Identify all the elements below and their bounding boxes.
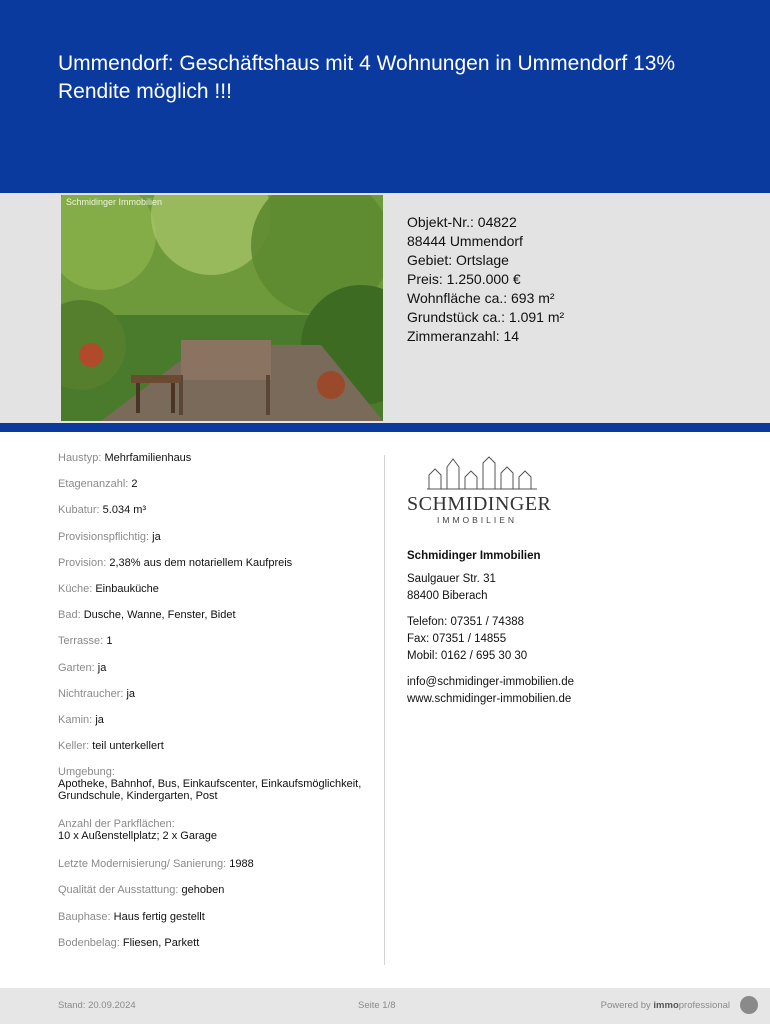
detail-label: Garten: (58, 661, 95, 674)
detail-row (58, 740, 378, 766)
detail-row (58, 818, 378, 858)
column-divider (384, 455, 385, 965)
footer-page-number: Seite 1/8 (358, 1000, 396, 1011)
footer-powered-by (601, 1000, 730, 1011)
powered-prefix: Powered by (600, 1000, 654, 1011)
detail-value: 10 x Außenstellplatz; 2 x Garage (58, 830, 217, 843)
detail-label: Provisionspflichtig: (58, 530, 150, 543)
agency-name: Schmidinger Immobilien (407, 550, 541, 562)
agency-city: 88400 Biberach (407, 590, 488, 602)
detail-value: Apotheke, Bahnhof, Bus, Einkaufscenter, Einkaufsmöglichkeit, Grundschule, Kindergarten, Post (58, 778, 362, 803)
detail-value: Einbauküche (95, 582, 159, 595)
summary-panel (0, 193, 770, 423)
detail-row (58, 688, 378, 714)
detail-value: ja (126, 687, 136, 700)
detail-label: Nichtraucher: (58, 687, 124, 700)
agency-street: Saulgauer Str. 31 (407, 573, 496, 585)
detail-row (58, 504, 378, 530)
detail-row (58, 911, 378, 937)
detail-label: Bauphase: (58, 910, 111, 923)
garden-terrace-image (61, 195, 383, 421)
detail-row (58, 452, 378, 478)
detail-value: gehoben (181, 884, 225, 897)
agency-phones (407, 614, 707, 665)
detail-label: Kubatur: (58, 504, 100, 517)
immoprofessional-logo-icon (740, 996, 758, 1014)
detail-label: Qualität der Ausstattung: (58, 884, 179, 897)
header-banner (0, 0, 770, 193)
powered-suffix: professional (678, 1000, 730, 1011)
detail-label: Terrasse: (58, 635, 104, 648)
detail-row (58, 766, 378, 818)
property-details (58, 452, 378, 963)
logo-subline: IMMOBILIEN (437, 515, 518, 525)
agency-online (407, 674, 707, 708)
detail-label: Etagenanzahl: (58, 478, 129, 491)
detail-label: Keller: (58, 740, 90, 753)
detail-label: Kamin: (58, 713, 93, 726)
detail-value: 2 (131, 478, 138, 491)
fact-price: Preis: 1.250.000 € (407, 271, 521, 287)
detail-row (58, 858, 378, 884)
footer-date: Stand: 20.09.2024 (58, 1000, 136, 1011)
fact-living-area: Wohnfläche ca.: 693 m² (407, 290, 555, 306)
detail-row (58, 609, 378, 635)
detail-value: 5.034 m³ (102, 504, 147, 517)
detail-row (58, 884, 378, 910)
fact-plot-area: Grundstück ca.: 1.091 m² (407, 309, 565, 325)
key-facts (407, 213, 564, 346)
fact-area-type: Gebiet: Ortslage (407, 252, 509, 268)
detail-row (58, 478, 378, 504)
detail-value: Mehrfamilienhaus (104, 452, 192, 464)
detail-row (58, 583, 378, 609)
detail-row (58, 937, 378, 963)
agency-address (407, 571, 707, 605)
detail-value: teil unterkellert (92, 740, 164, 753)
skyline-logo-icon (427, 455, 537, 491)
detail-value: Dusche, Wanne, Fenster, Bidet (83, 609, 236, 622)
detail-value: ja (152, 530, 161, 543)
detail-value: ja (95, 713, 104, 726)
detail-label: Haustyp: (58, 452, 102, 464)
fact-location: 88444 Ummendorf (407, 233, 523, 249)
fact-rooms: Zimmeranzahl: 14 (407, 328, 520, 344)
agency-website-link[interactable]: www.schmidinger-immobilien.de (407, 693, 572, 705)
detail-label: Küche: (58, 582, 93, 595)
detail-row (58, 531, 378, 557)
detail-label: Bad: (58, 609, 81, 622)
detail-row (58, 714, 378, 740)
detail-label: Provision: (58, 556, 107, 569)
detail-value: 1988 (229, 858, 254, 871)
detail-label: Anzahl der Parkflächen: (58, 818, 175, 831)
page-title: Ummendorf: Geschäftshaus mit 4 Wohnungen in Ummendorf 13% Rendite möglich !!! (58, 52, 676, 103)
detail-value: Fliesen, Parkett (122, 936, 200, 949)
divider-bar (0, 423, 770, 432)
detail-label: Bodenbelag: (58, 936, 120, 949)
detail-value: 1 (106, 635, 113, 648)
agency-contact (407, 455, 707, 708)
detail-label: Letzte Modernisierung/ Sanierung: (58, 858, 227, 871)
detail-row (58, 662, 378, 688)
page-footer (0, 988, 770, 1024)
property-photo (61, 195, 383, 421)
detail-value: ja (97, 661, 107, 674)
agency-phone: Telefon: 07351 / 74388 (407, 616, 525, 628)
logo-wordmark: SCHMIDINGER (407, 493, 552, 515)
photo-credit: Schmidinger Immobilien (66, 197, 163, 207)
agency-mobile: Mobil: 0162 / 695 30 30 (407, 650, 528, 662)
detail-row (58, 557, 378, 583)
detail-value: 2,38% aus dem notariellem Kaufpreis (109, 556, 293, 569)
agency-email-link[interactable]: info@schmidinger-immobilien.de (407, 676, 574, 688)
fact-object-number: Objekt-Nr.: 04822 (407, 214, 517, 230)
detail-row (58, 635, 378, 661)
detail-value: Haus fertig gestellt (113, 910, 205, 923)
detail-label: Umgebung: (58, 766, 115, 779)
agency-fax: Fax: 07351 / 14855 (407, 633, 507, 645)
powered-brand: immo (653, 1000, 679, 1011)
agency-logo (407, 455, 567, 530)
